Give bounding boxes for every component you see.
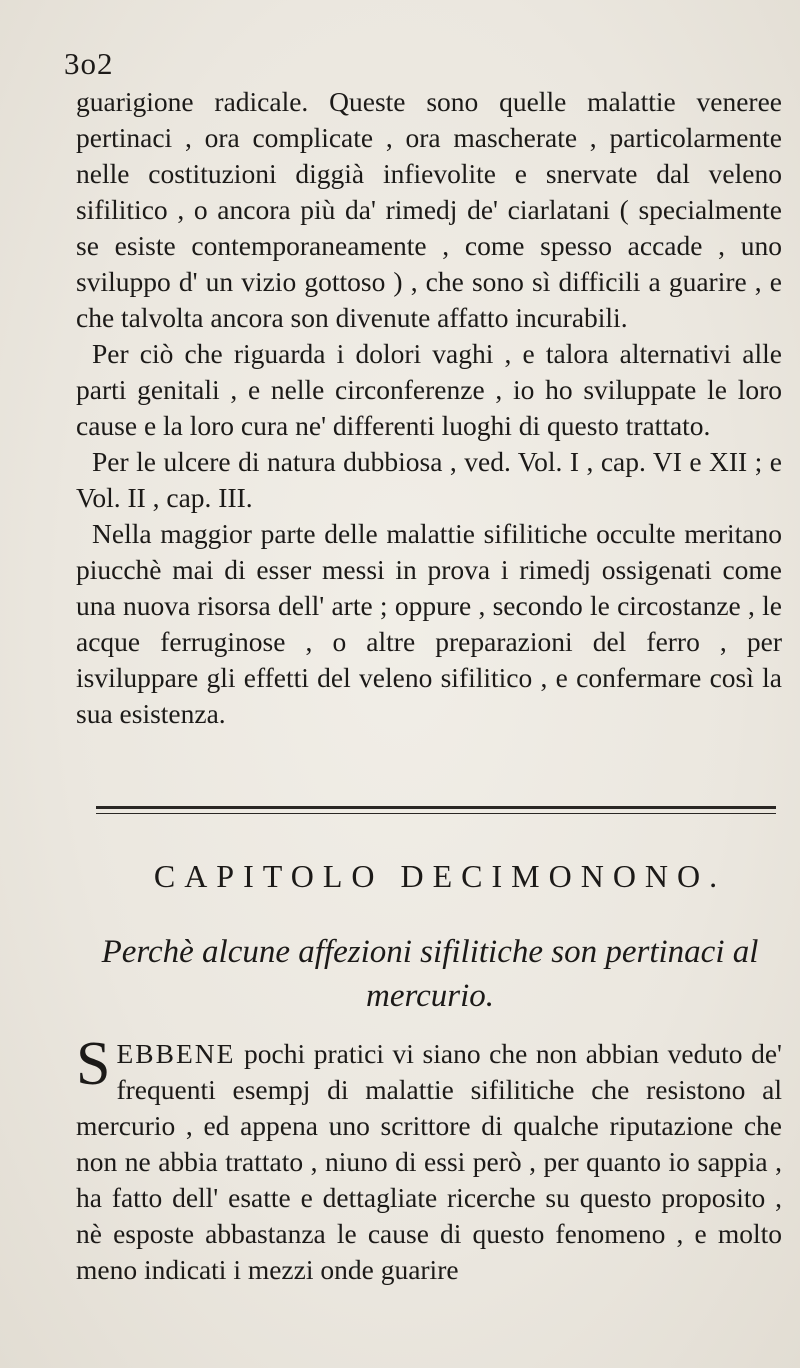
opening-paragraph [76,1030,782,1288]
paragraph-ulcere: Per le ulcere di natura dubbiosa , ved. Vol. I , cap. VI e XII ; e Vol. II , cap. III. [76,446,782,513]
chapter-opening-text [76,1030,782,1288]
page-number: 3o2 [64,46,114,81]
drop-cap-initial: S [76,1030,111,1098]
previous-chapter-text [76,84,782,732]
paragraph-continuation: guarigione radicale. Queste sono quelle malattie veneree pertinaci , ora complicate , ora mascherate , particolarmente nelle costituzioni diggià infievolite e snervate dal veleno sifilitico , o ancora più da' rimedj de' ciarlatani ( specialmente se esiste contemporaneamente , come spesso accade , uno sviluppo d' un vizio gottoso ) , che sono sì difficili a guarire , e che talvolta ancora son divenute affatto incurabili. [76,86,782,333]
opening-small-caps: EBBENE [116,1038,236,1069]
chapter-heading: CAPITOLO DECIMONONO. [153,858,727,894]
chapter-title: Perchè alcune affezioni sifilitiche son pertinaci al mercurio. [101,934,759,1014]
paragraph-dolori: Per ciò che riguarda i dolori vaghi , e talora alternativi alle parti genitali , e nelle circonferenze , io ho sviluppate le loro cause e la loro cura ne' differenti luoghi di questo trattato. [76,338,782,441]
chapter-divider-thick [96,806,776,809]
paragraph-malattie-occulte: Nella maggior parte delle malattie sifilitiche occulte meritano piucchè mai di esser messi in prova i rimedj ossigenati come una nuova risorsa dell' arte ; oppure , secondo le circostanze , le acque ferruginose , o altre preparazioni del ferro , per isviluppare gli effetti del veleno sifilitico , e confermare così la sua esistenza. [76,518,782,729]
chapter-divider-thin [96,813,776,814]
opening-paragraph-text: pochi pratici vi siano che non abbian veduto de' frequenti esempj di malattie sifilitiche che resistono al mercurio , ed appena uno scrittore di qualche riputazione che non ne abbia trattato , niuno di essi però , per quanto io sappia , ha fatto dell' esatte e dettagliate ricerche su questo proposito , nè esposte abbastanza le cause di questo fenomeno , e molto meno indicati i mezzi onde guarire [76,1038,782,1285]
